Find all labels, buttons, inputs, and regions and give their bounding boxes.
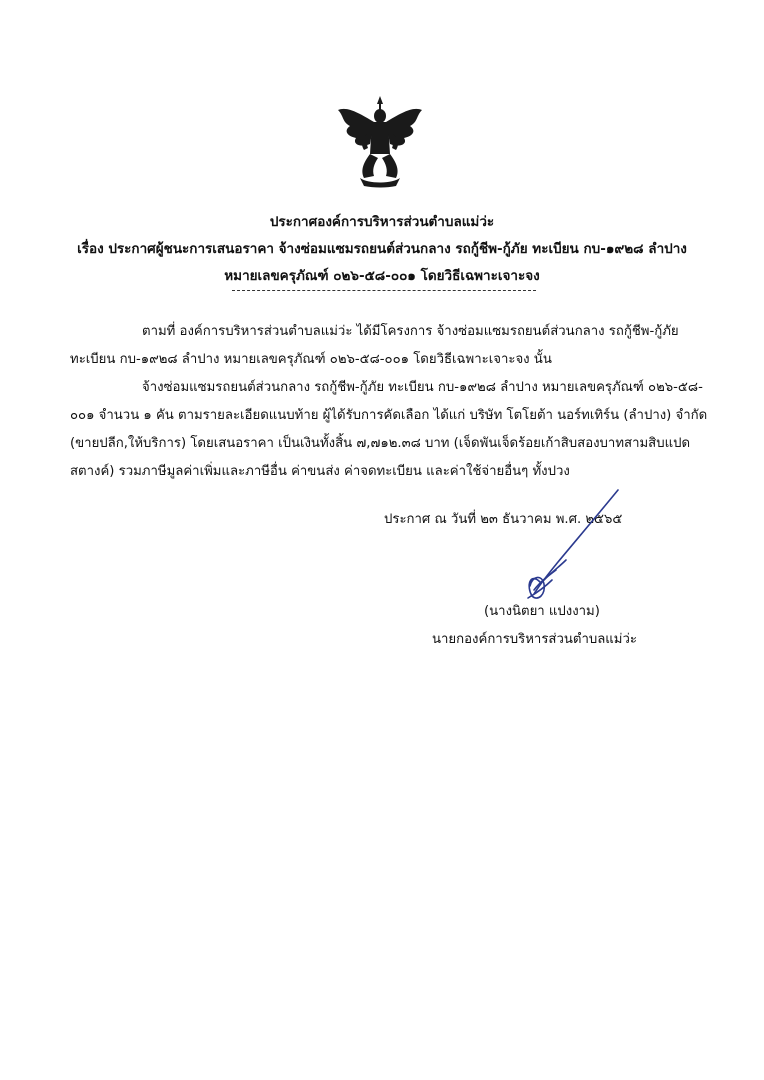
announcement-subject: เรื่อง ประกาศผู้ชนะการเสนอราคา จ้างซ่อมแซมรถยนต์ส่วนกลาง รถกู้ชีพ-กู้ภัย ทะเบียน กบ-๑๙๒๘ ลำปาง (77, 241, 687, 257)
paragraph-2-line-2: ๐๐๑ จำนวน ๑ คัน ตามรายละเอียดแนบท้าย ผู้ได้รับการคัดเลือก ได้แก่ บริษัท โตโยต้า นอร์ทเทิร์น (ลำปาง) จำกัด (70, 408, 708, 423)
paragraph-1-line-1: ตามที่ องค์การบริหารส่วนตำบลแม่ว่ะ ได้มีโครงการ จ้างซ่อมแซมรถยนต์ส่วนกลาง รถกู้ชีพ-กู้ภัย (142, 324, 679, 339)
garuda-emblem-icon (330, 92, 430, 188)
paragraph-2-line-3: (ขายปลีก,ให้บริการ) โดยเสนอราคา เป็นเงินทั้งสิ้น ๗,๗๑๒.๓๘ บาท (เจ็ดพันเจ็ดร้อยเก้าสิบสองบาทสามสิบแปด (70, 436, 691, 451)
signer-name: (นางนิตยา แปงงาม) (484, 604, 600, 619)
handwritten-signature (500, 486, 630, 606)
announcement-title: ประกาศองค์การบริหารส่วนตำบลแม่ว่ะ (269, 214, 495, 230)
signer-position: นายกองค์การบริหารส่วนตำบลแม่ว่ะ (432, 632, 637, 647)
separator-line (232, 290, 536, 291)
paragraph-2-line-1: จ้างซ่อมแซมรถยนต์ส่วนกลาง รถกู้ชีพ-กู้ภัย ทะเบียน กบ-๑๙๒๘ ลำปาง หมายเลขครุภัณฑ์ ๐๒๖-๕๘- (142, 380, 703, 395)
paragraph-1-line-2: ทะเบียน กบ-๑๙๒๘ ลำปาง หมายเลขครุภัณฑ์ ๐๒๖-๕๘-๐๐๑ โดยวิธีเฉพาะเจาะจง นั้น (70, 352, 552, 367)
announcement-date: ประกาศ ณ วันที่ ๒๓ ธันวาคม พ.ศ. ๒๕๖๕ (384, 512, 623, 527)
announcement-subject-continued: หมายเลขครุภัณฑ์ ๐๒๖-๕๘-๐๐๑ โดยวิธีเฉพาะเจาะจง (224, 268, 540, 284)
paragraph-2-line-4: สตางค์) รวมภาษีมูลค่าเพิ่มและภาษีอื่น ค่าขนส่ง ค่าจดทะเบียน และค่าใช้จ่ายอื่นๆ ทั้งปวง (70, 464, 570, 479)
